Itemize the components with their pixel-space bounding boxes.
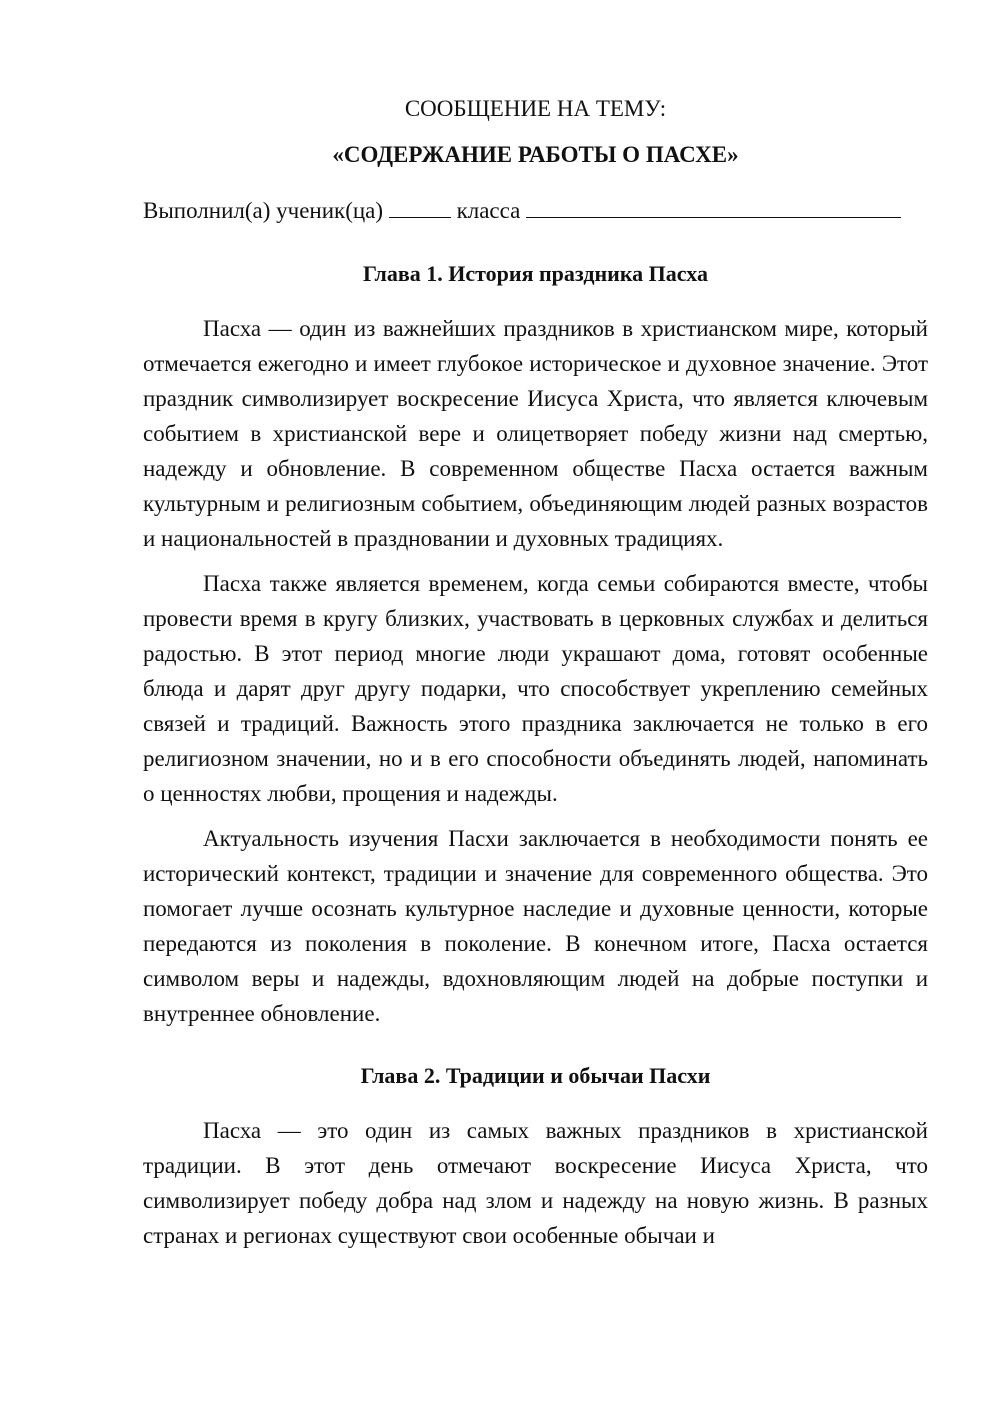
document-title-line-2: «СОДЕРЖАНИЕ РАБОТЫ О ПАСХЕ» (332, 142, 739, 167)
student-name-blank[interactable] (526, 195, 901, 218)
chapter-1-paragraph: Пасха также является временем, когда семьи собираются вместе, чтобы провести время в кругу близких, участвовать в церковных службах и делиться радостью. В этот период многие люди украшают дома, готовят особенные блюда и дарят друг другу подарки, что способствует укреплению семейных связей и традиций. Важность этого праздника заключается не только в его религиозном значении, но и в его способности объединять людей, напоминать о ценностях любви, прощения и надежды. (143, 571, 928, 806)
document-page (143, 93, 928, 1263)
class-number-blank[interactable] (389, 195, 451, 218)
chapter-1-paragraph: Пасха — один из важнейших праздников в христианском мире, который отмечается ежегодно и имеет глубокое историческое и духовное значение. Этот праздник символизирует воскресение Иисуса Христа, что является ключевым событием в христианской вере и олицетворяет победу жизни над смертью, надежду и обновление. В современном обществе Пасха остается важным культурным и религиозным событием, объединяющим людей разных возрастов и национальностей в праздновании и духовных традициях. (143, 316, 928, 551)
chapter-2-heading: Глава 2. Традиции и обычаи Пасхи (360, 1063, 711, 1088)
author-line (143, 195, 928, 227)
chapter-2-paragraph: Пасха — это один из самых важных праздников в христианской традиции. В этот день отмечают воскресение Иисуса Христа, что символизирует победу добра над злом и надежду на новую жизнь. В разных странах и регионах существуют свои особенные обычаи и (143, 1118, 928, 1248)
author-class-label: класса (456, 198, 521, 223)
chapter-1-paragraph: Актуальность изучения Пасхи заключается в необходимости понять ее исторический контекст, традиции и значение для современного общества. Это помогает лучше осознать культурное наследие и духовные ценности, которые передаются из поколения в поколение. В конечном итоге, Пасха остается символом веры и надежды, вдохновляющим людей на добрые поступки и внутреннее обновление. (143, 826, 928, 1026)
chapter-1-heading: Глава 1. История праздника Пасха (363, 261, 708, 286)
author-student-label: Выполнил(а) ученик(ца) (143, 198, 384, 223)
document-title-line-1: СООБЩЕНИЕ НА ТЕМУ: (404, 96, 667, 121)
